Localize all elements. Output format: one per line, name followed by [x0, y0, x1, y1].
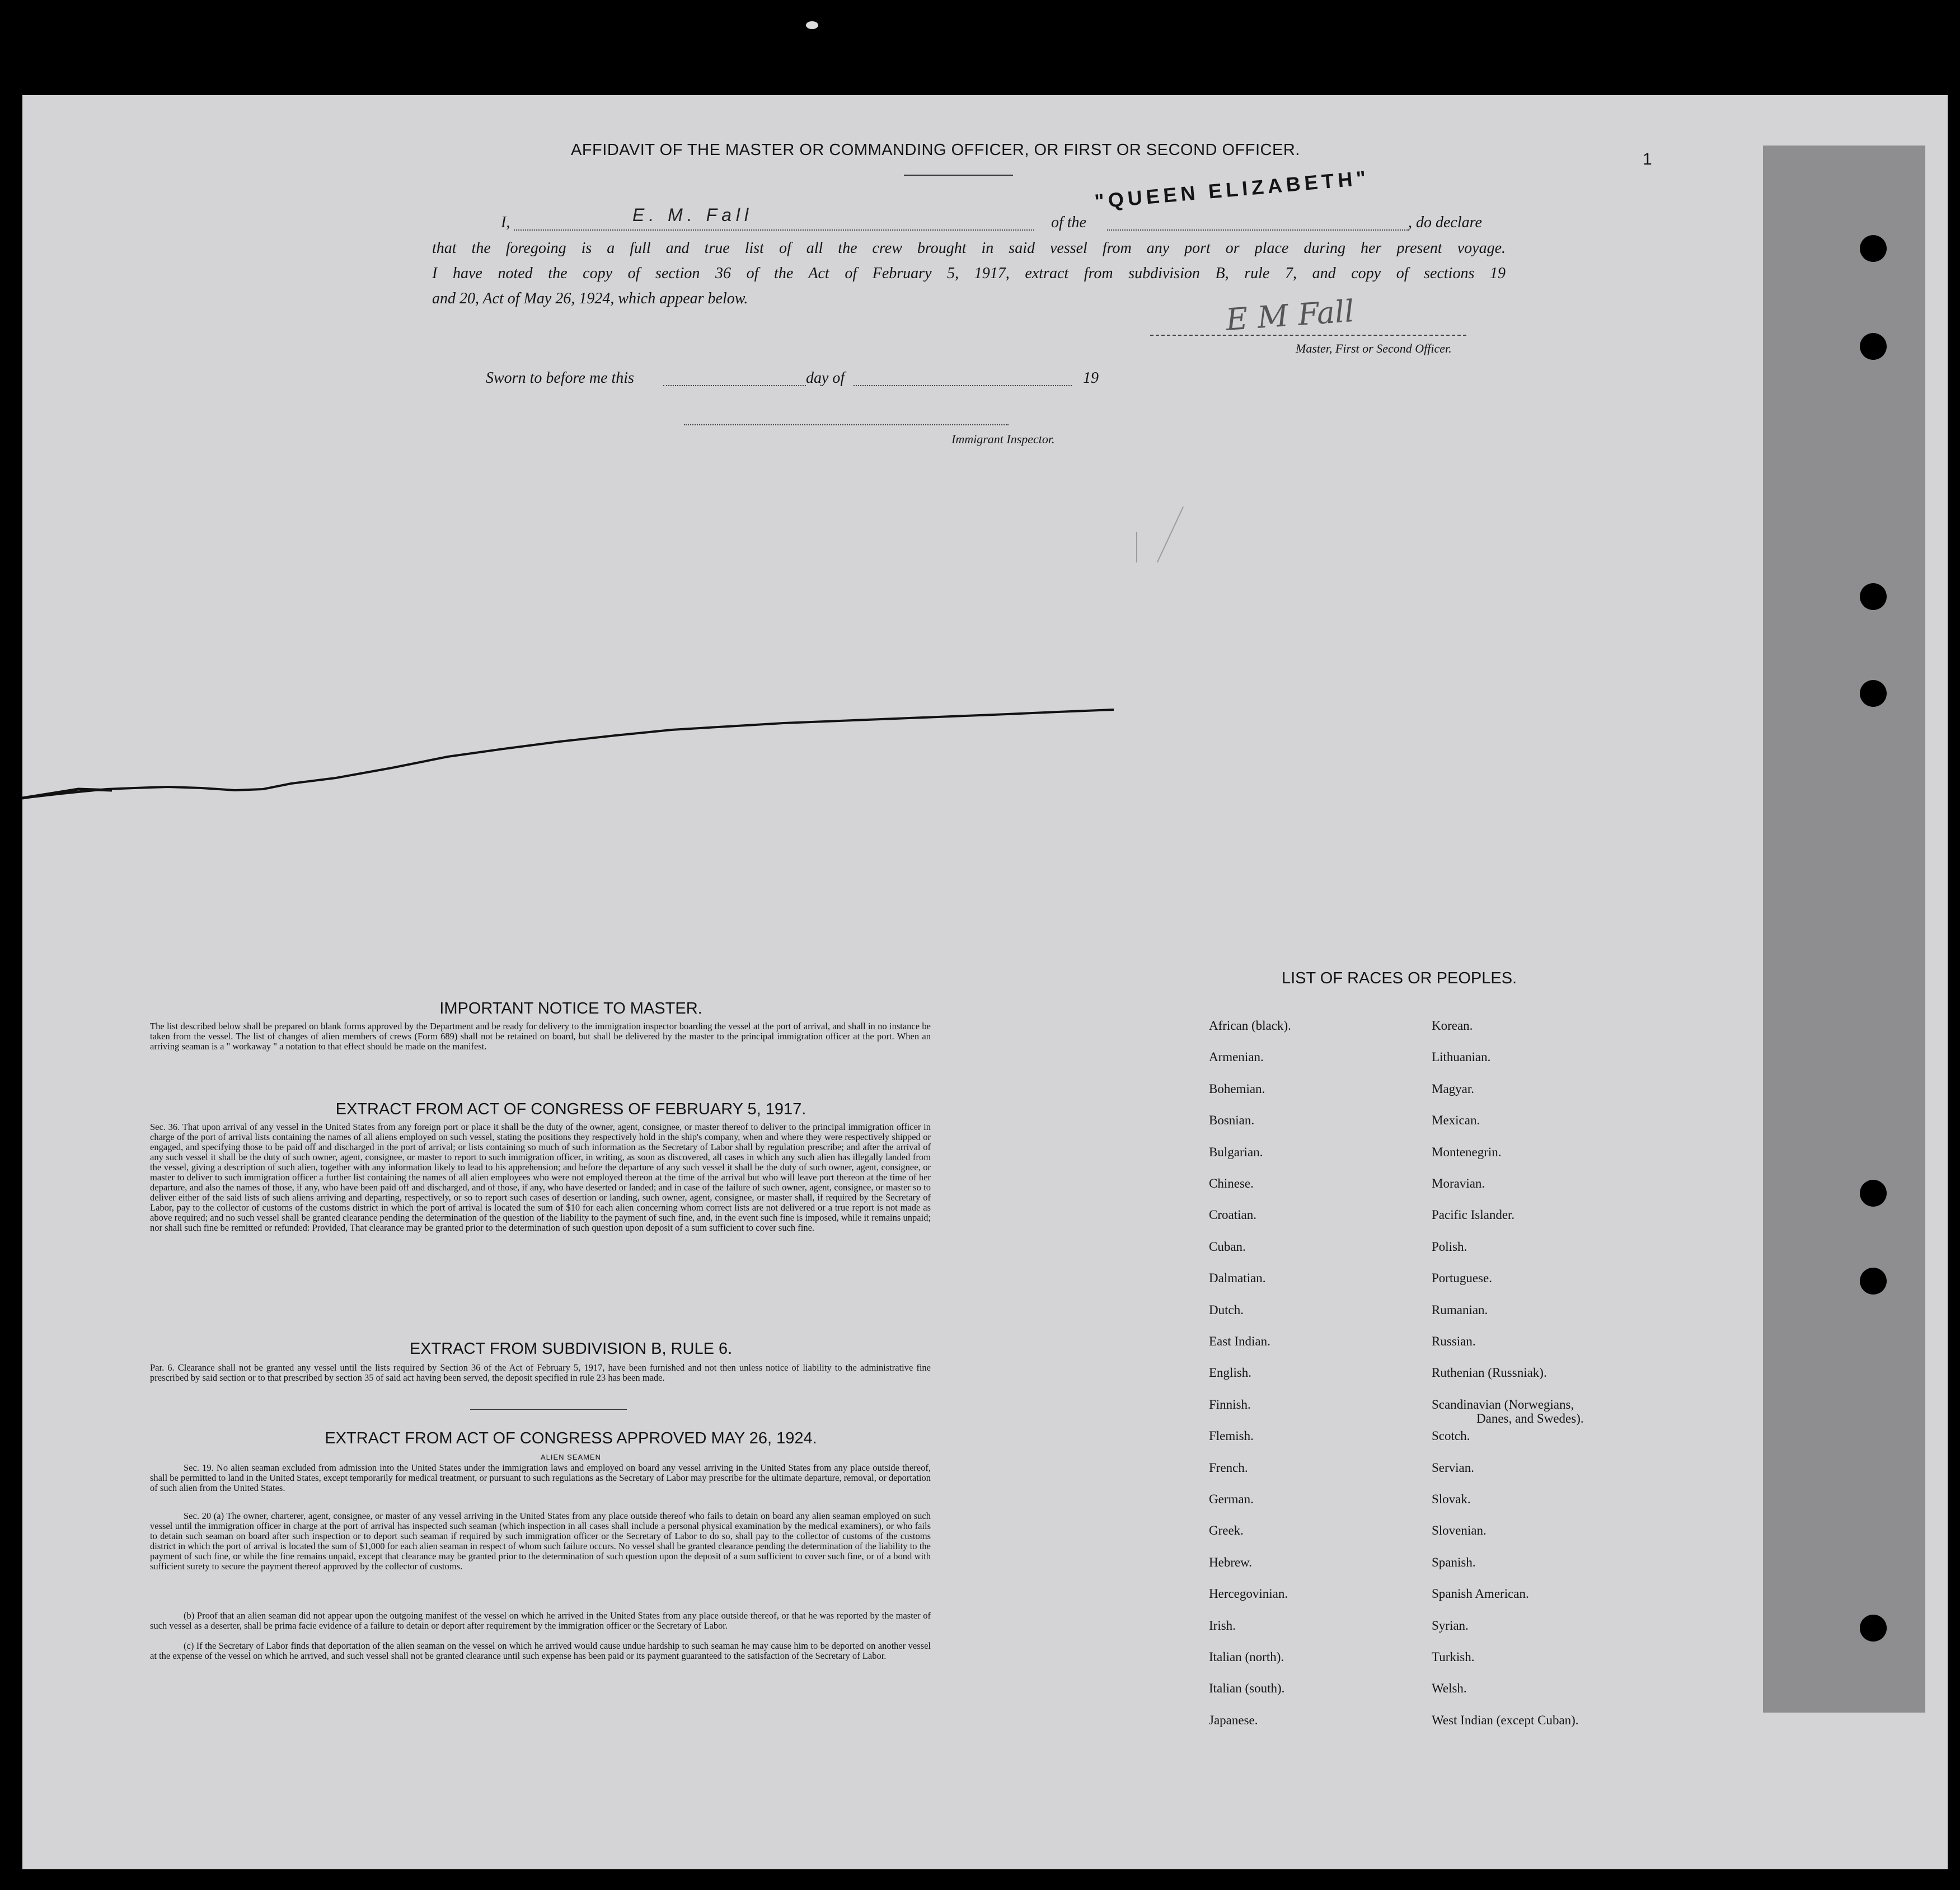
- affidavit-line-4: and 20, Act of May 26, 1924, which appear below.: [432, 290, 748, 307]
- punch-hole: [1860, 1268, 1887, 1295]
- race-item: Slovak.: [1432, 1492, 1471, 1506]
- race-item: Dalmatian.: [1209, 1271, 1266, 1286]
- race-item: Scotch.: [1432, 1429, 1470, 1443]
- race-item: Italian (north).: [1209, 1650, 1284, 1664]
- race-item: Russian.: [1432, 1334, 1476, 1348]
- race-item: Bulgarian.: [1209, 1145, 1263, 1159]
- race-item: Flemish.: [1209, 1429, 1254, 1443]
- race-item: Pacific Islander.: [1432, 1208, 1515, 1222]
- notice-body: The list described below shall be prepared on blank forms approved by the Department and be ready for delivery to the immigration inspector boarding the vessel at the port of arrival, and shall in no instance be taken from the vessel. The list of changes of alien members of crews (Form 689) shall not be retained on board, but shall be delivered by the master to the principal immigration officer at the port. When an arriving seaman is a " workaway " a notation to that effect should be made on the manifest.: [150, 1021, 931, 1052]
- race-item: Slovenian.: [1432, 1523, 1487, 1538]
- sec20c-body: (c) If the Secretary of Labor finds that deportation of the alien seaman on the vessel on which he arrived would cause undue hardship to such seaman he may cause him to be deported on another vessel at the expense of the vessel on which he arrived, and such vessel shall not be granted clearance until such expense has been paid or its payment guaranteed to the satisfaction of the Secretary of Labor.: [150, 1640, 931, 1661]
- race-item: Hebrew.: [1209, 1555, 1253, 1569]
- notice-title: IMPORTANT NOTICE TO MASTER.: [439, 1000, 702, 1017]
- punch-hole: [1860, 333, 1887, 360]
- binding-strip: [1763, 146, 1925, 1713]
- race-item: English.: [1209, 1366, 1252, 1380]
- extract-1924-title: EXTRACT FROM ACT OF CONGRESS APPROVED MAY 26, 1924.: [325, 1429, 817, 1447]
- race-item: Irish.: [1209, 1618, 1236, 1633]
- sworn-prefix: Sworn to before me this: [486, 369, 634, 387]
- sworn-month-line: [854, 385, 1072, 386]
- speck: [806, 21, 818, 29]
- punch-hole: [1860, 1180, 1887, 1207]
- master-name-handwritten: E. M. Fall: [632, 205, 753, 225]
- rule6-body: Par. 6. Clearance shall not be granted any vessel until the lists required by Section 36 of the Act of February 5, 1917, have been furnished and not then unless notice of liability to the administrative fine prescribed by said section or to that prescribed by section 35 of said act having been served, the deposit specified in rule 23 has been made.: [150, 1362, 931, 1383]
- race-item: Japanese.: [1209, 1713, 1258, 1727]
- do-declare: , do declare: [1408, 214, 1482, 231]
- race-item: West Indian (except Cuban).: [1432, 1713, 1579, 1727]
- affidavit-title: AFFIDAVIT OF THE MASTER OR COMMANDING OFFICER, OR FIRST OR SECOND OFFICER.: [571, 141, 1300, 159]
- race-item: Rumanian.: [1432, 1302, 1488, 1317]
- race-item: Polish.: [1432, 1239, 1467, 1254]
- rule6-title: EXTRACT FROM SUBDIVISION B, RULE 6.: [409, 1340, 733, 1358]
- signature-caption: Master, First or Second Officer.: [1296, 341, 1452, 355]
- page-mark: 1: [1643, 150, 1652, 168]
- race-item: Finnish.: [1209, 1397, 1251, 1411]
- extract-1924-subtitle: ALIEN SEAMEN: [540, 1453, 602, 1461]
- of-the-label: of the: [1051, 214, 1086, 231]
- race-item: Cuban.: [1209, 1239, 1246, 1254]
- vessel-name-stamp: "QUEEN ELIZABETH": [1094, 166, 1371, 213]
- race-scandinavian-continuation: Danes, and Swedes).: [1476, 1411, 1584, 1425]
- faint-mark: [1136, 532, 1137, 562]
- year-prefix: 19: [1083, 369, 1099, 387]
- inspector-line: [684, 424, 1009, 425]
- race-item: Korean.: [1432, 1019, 1473, 1033]
- race-item: French.: [1209, 1460, 1248, 1475]
- rule6-divider: [470, 1409, 627, 1410]
- race-item: African (black).: [1209, 1019, 1291, 1033]
- race-item: East Indian.: [1209, 1334, 1270, 1348]
- sec20a-body: Sec. 20 (a) The owner, charterer, agent, consignee, or master of any vessel arriving in the United States from any place outside thereof who fails to detain on board any alien seaman employed on such vessel until the immigration officer in charge at the port of arrival has inspected such seaman (which inspection in all cases shall include a personal physical examination by the medical examiners), or who fails to detain such seaman on board after such inspection or to deport such seaman if required by such immigration officer or the Secretary of Labor to do so, shall pay to the collector of customs of the customs district in which the port of arrival is located the sum of $1,000 for each alien seaman in respect of whom such failure occurs. No vessel shall be granted clearance pending the determination of the liability to the payment of such fine, or while the fine remains unpaid, except that clearance may be granted prior to the determination of such question upon the deposit of a sum sufficient to cover such fine, or of a bond with sufficient surety to secure the payment thereof approved by the collector of customs.: [150, 1511, 931, 1572]
- race-item: Spanish.: [1432, 1555, 1476, 1569]
- race-item: Hercegovinian.: [1209, 1587, 1288, 1601]
- race-item: Chinese.: [1209, 1176, 1254, 1190]
- extract-1917-title: EXTRACT FROM ACT OF CONGRESS OF FEBRUARY 5, 1917.: [335, 1100, 806, 1118]
- signature-line: [1150, 335, 1466, 336]
- vessel-line: [1107, 229, 1409, 231]
- extract-1917-body: Sec. 36. That upon arrival of any vessel in the United States from any foreign port or place it shall be the duty of the owner, agent, consignee, or master thereof to deliver to the principal immigration officer in charge of the port of arrival lists containing the names of all aliens employed on such vessel, stating the positions they respectively hold in the ship's company, when and where they were respectively shipped or engaged, and specifying those to be paid off and discharged in the port of arrival; or lists containing so much of such information as the Secretary of Labor shall by regulation prescribe; and after the arrival of any such vessel it shall be the duty of such owner, agent, consignee, or master to report to such immigration officer, in writing, as soon as discovered, all cases in which any such alien has illegally landed from the vessel, giving a description of such alien, together with any information likely to lead to his apprehension; and before the departure of any such vessel it shall be the duty of such owner, agent, consignee, or master to deliver to such immigration officer a further list containing the names of all alien employees who were not employed thereon at the time of the arrival but who will leave port thereon at the time of her departure, and also the names of those, if any, who have been paid off and discharged, and of those, if any, who have deserted or landed; and in case of the failure of such owner, agent, consignee, or master so to deliver either of the said lists of such aliens arriving and departing, respectively, or so to report such cases of desertion or landing, such owner, agent, consignee, or master shall, if required by the Secretary of Labor, pay to the collector of customs of the customs district in which the port of arrival is located the sum of $10 for each alien concerning whom correct lists are not delivered or a true report is not made as above required; and no such vessel shall be granted clearance pending the determination of the question of the liability to the payment of such fine, and, in the event such fine is imposed, while it remains unpaid; nor shall such fine be remitted or refunded: Provided, That clearance may be granted prior to the determination of such question upon deposit of a sum sufficient to cover such fine.: [150, 1122, 931, 1233]
- punch-hole: [1860, 1615, 1887, 1642]
- race-item: Servian.: [1432, 1460, 1475, 1475]
- title-underline: [904, 175, 1013, 176]
- name-line: [514, 229, 1034, 231]
- signature: E M Fall: [1225, 293, 1356, 337]
- race-item: Welsh.: [1432, 1681, 1467, 1696]
- punch-hole: [1860, 235, 1887, 262]
- race-item: Armenian.: [1209, 1050, 1264, 1064]
- race-item: Portuguese.: [1432, 1271, 1492, 1286]
- punch-hole: [1860, 680, 1887, 707]
- race-item: Scandinavian (Norwegians,: [1432, 1397, 1574, 1411]
- race-item: Magyar.: [1432, 1081, 1475, 1096]
- inspector-caption: Immigrant Inspector.: [951, 432, 1055, 446]
- race-item: Syrian.: [1432, 1618, 1469, 1633]
- race-item: Moravian.: [1432, 1176, 1485, 1190]
- race-item: Spanish American.: [1432, 1587, 1529, 1601]
- race-item: Dutch.: [1209, 1302, 1244, 1317]
- i-label: I,: [501, 214, 510, 231]
- day-of-label: day of: [806, 369, 845, 387]
- race-item: Montenegrin.: [1432, 1145, 1502, 1159]
- race-item: Lithuanian.: [1432, 1050, 1491, 1064]
- race-item: Croatian.: [1209, 1208, 1256, 1222]
- punch-hole: [1860, 583, 1887, 610]
- race-item: Bosnian.: [1209, 1113, 1255, 1128]
- race-item: Bohemian.: [1209, 1081, 1265, 1096]
- race-item: Italian (south).: [1209, 1681, 1285, 1696]
- sworn-day-line: [663, 385, 806, 386]
- race-item: Turkish.: [1432, 1650, 1475, 1664]
- sec19-body: Sec. 19. No alien seaman excluded from admission into the United States under the immigration laws and employed on board any vessel arriving in the United States from any place outside thereof, shall be permitted to land in the United States, except temporarily for medical treatment, or pursuant to such regulations as the Secretary of Labor may prescribe for the ultimate departure, removal, or deportation of such alien from the United States.: [150, 1462, 931, 1493]
- paper-crack: [0, 705, 1119, 817]
- races-title: LIST OF RACES OR PEOPLES.: [1282, 969, 1517, 987]
- document-sheet: [22, 95, 1948, 1869]
- affidavit-line-3: I have noted the copy of section 36 of the Act of February 5, 1917, extract from subdivision B, rule 7, and copy of sections 19: [432, 265, 1506, 282]
- race-item: German.: [1209, 1492, 1254, 1506]
- race-item: Ruthenian (Russniak).: [1432, 1366, 1547, 1380]
- race-item: Greek.: [1209, 1523, 1244, 1538]
- sec20b-body: (b) Proof that an alien seaman did not appear upon the outgoing manifest of the vessel on which he arrived in the United States from any place outside thereof, or that he was reported by the master of such vessel as a deserter, shall be prima facie evidence of a failure to detain or deport after requirement by the immigration officer or the Secretary of Labor.: [150, 1610, 931, 1631]
- race-item: Mexican.: [1432, 1113, 1480, 1128]
- affidavit-line-2: that the foregoing is a full and true list of all the crew brought in said vessel from any port or place during her present voyage.: [432, 240, 1506, 257]
